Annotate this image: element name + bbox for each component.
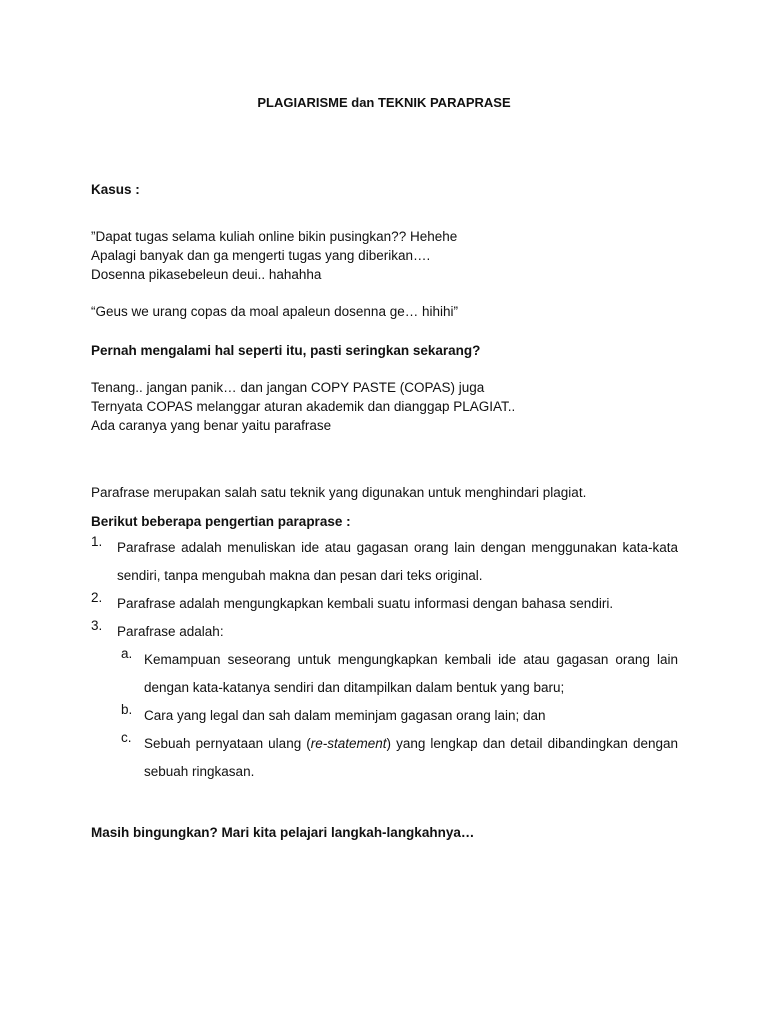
page-title: PLAGIARISME dan TEKNIK PARAPRASE [257, 95, 511, 110]
list-number: 3. [91, 618, 103, 633]
list-text [144, 730, 678, 786]
list-text: Parafrase adalah menuliskan ide atau gagasan orang lain dengan menggunakan kata-kata sendiri, tanpa mengubah makna dan pesan dari teks original. [117, 540, 678, 583]
list-text: Parafrase adalah mengungkapkan kembali suatu informasi dengan bahasa sendiri. [117, 596, 614, 611]
text-segment: ) yang lengkap dan detail dibandingkan dengan sebuah ringkasan. [144, 736, 678, 779]
list-letter: c. [121, 730, 132, 745]
list-letter: b. [121, 702, 133, 717]
intro-paragraph: Parafrase merupakan salah satu teknik yang digunakan untuk menghindari plagiat. [91, 485, 587, 500]
list-number: 1. [91, 534, 103, 549]
list-number: 2. [91, 590, 103, 605]
closing-line: Masih bingungkan? Mari kita pelajari langkah-langkahnya… [91, 825, 475, 840]
quote-line-3: Dosenna pikasebeleun deui.. hahahha [91, 267, 322, 282]
calm-line-3: Ada caranya yang benar yaitu parafrase [91, 418, 332, 433]
calm-line-2: Ternyata COPAS melanggar aturan akademik dan dianggap PLAGIAT.. [91, 399, 516, 414]
quote-2: “Geus we urang copas da moal apaleun dosenna ge… hihihi” [91, 304, 458, 319]
list-text: Kemampuan seseorang untuk mengungkapkan kembali ide atau gagasan orang lain dengan kata-katanya sendiri dan ditampilkan dalam bentuk yang baru; [144, 652, 678, 695]
list-letter: a. [121, 646, 133, 661]
question-heading: Pernah mengalami hal seperti itu, pasti seringkan sekarang? [91, 343, 481, 358]
list-text: Cara yang legal dan sah dalam meminjam gagasan orang lain; dan [144, 708, 546, 723]
text-segment: Sebuah pernyataan ulang ( [144, 736, 311, 751]
list-text: Parafrase adalah: [117, 624, 224, 639]
italic-term: re-statement [310, 736, 387, 751]
calm-line-1: Tenang.. jangan panik… dan jangan COPY PASTE (COPAS) juga [91, 380, 485, 395]
quote-line-2: Apalagi banyak dan ga mengerti tugas yang diberikan…. [91, 248, 431, 263]
kasus-label: Kasus : [91, 182, 140, 197]
definitions-heading: Berikut beberapa pengertian paraprase : [91, 514, 351, 529]
quote-line-1: ”Dapat tugas selama kuliah online bikin pusingkan?? Hehehe [91, 229, 458, 244]
